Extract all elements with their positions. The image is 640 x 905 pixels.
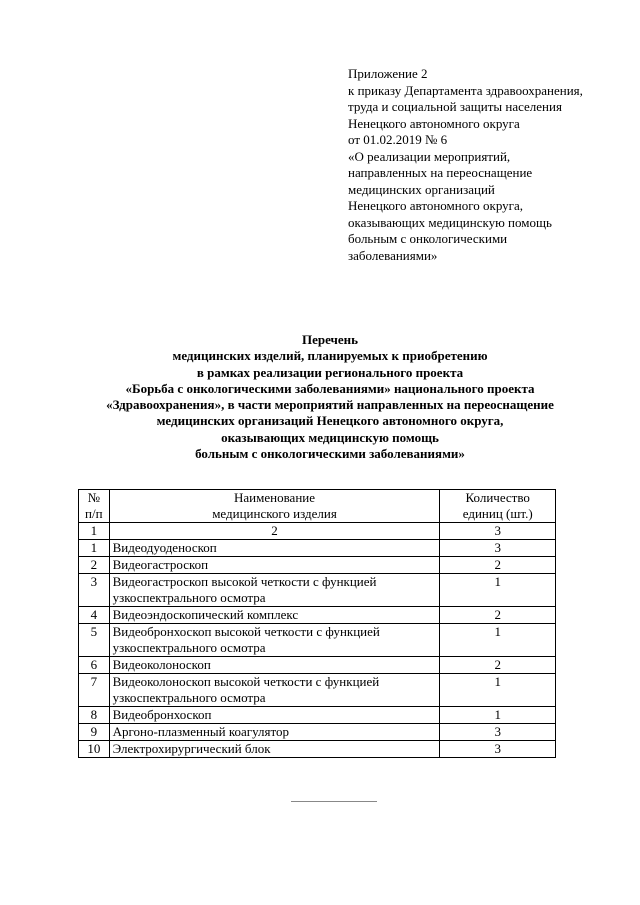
column-index-row: [79, 523, 556, 540]
row-name-line1: Видеодуоденоскоп: [112, 540, 217, 555]
appendix-line: больным с онкологическими: [348, 231, 508, 246]
row-quantity: 1: [440, 624, 556, 657]
table-body: [79, 523, 556, 758]
title-line: медицинских организаций Ненецкого автономного округа,: [156, 413, 504, 429]
row-name: [109, 607, 440, 624]
row-name: [109, 574, 440, 607]
table-row: [79, 657, 556, 674]
header-name-line1: Наименование: [234, 490, 316, 505]
appendix-line: направленных на переоснащение: [348, 165, 533, 180]
row-number: 4: [79, 607, 110, 624]
row-name: [109, 741, 440, 758]
medical-devices-table: [78, 489, 556, 758]
row-number: 3: [79, 574, 110, 607]
row-quantity: 3: [440, 741, 556, 758]
table-row: [79, 557, 556, 574]
row-quantity: 2: [440, 607, 556, 624]
table-row: [79, 540, 556, 557]
row-quantity: 1: [440, 674, 556, 707]
title-line: оказывающих медицинскую помощь: [221, 429, 439, 445]
appendix-line: «О реализации мероприятий,: [348, 148, 511, 164]
row-name: [109, 624, 440, 657]
appendix-line: Ненецкого автономного округа,: [348, 198, 523, 213]
appendix-header: [348, 66, 618, 264]
row-name-line1: Аргоно-плазменный коагулятор: [112, 724, 290, 739]
row-name: [109, 674, 440, 707]
appendix-line: труда и социальной защиты населения: [348, 99, 562, 114]
header-quantity: [440, 490, 556, 523]
footer-divider: [291, 801, 377, 802]
table-row: [79, 607, 556, 624]
appendix-line: медицинских организаций: [348, 181, 495, 197]
appendix-line: от 01.02.2019 № 6: [348, 132, 448, 147]
row-name: [109, 540, 440, 557]
row-name-line1: Видеогастроскоп высокой четкости с функцией: [112, 574, 377, 589]
title-line: медицинских изделий, планируемых к приобретению: [172, 348, 488, 364]
title-line: Перечень: [301, 332, 359, 347]
header-name: [109, 490, 440, 523]
row-name-line2: узкоспектрального осмотра: [112, 590, 266, 605]
column-index-cell: 1: [79, 523, 110, 540]
header-quantity-line2: единиц (шт.): [462, 506, 533, 521]
row-name: [109, 557, 440, 574]
row-quantity: 2: [440, 657, 556, 674]
table-row: [79, 624, 556, 657]
table-row: [79, 707, 556, 724]
header-quantity-line1: Количество: [465, 490, 530, 505]
appendix-line: Ненецкого автономного округа: [348, 115, 520, 131]
row-name-line1: Электрохирургический блок: [112, 741, 271, 756]
table-header-row: [79, 490, 556, 523]
row-name-line2: узкоспектрального осмотра: [112, 640, 266, 655]
header-number: [79, 490, 110, 523]
appendix-line: к приказу Департамента здравоохранения,: [348, 82, 583, 98]
column-index-cell: 2: [109, 523, 440, 540]
header-number-line1: №: [87, 490, 101, 505]
row-quantity: 2: [440, 557, 556, 574]
document-title: [60, 332, 600, 462]
row-number: 6: [79, 657, 110, 674]
row-name: [109, 707, 440, 724]
title-line: «Здравоохранения», в части мероприятий направленных на переоснащение: [106, 397, 554, 413]
row-number: 5: [79, 624, 110, 657]
appendix-line: заболеваниями»: [348, 247, 438, 263]
row-name-line2: узкоспектрального осмотра: [112, 690, 266, 705]
row-number: 7: [79, 674, 110, 707]
row-name-line1: Видеобронхоскоп высокой четкости с функцией: [112, 624, 380, 639]
row-name: [109, 724, 440, 741]
row-name: [109, 657, 440, 674]
table-row: [79, 674, 556, 707]
row-number: 8: [79, 707, 110, 724]
title-line: в рамках реализации регионального проекта: [196, 364, 464, 380]
title-line: больным с онкологическими заболеваниями»: [195, 446, 465, 462]
row-quantity: 3: [440, 540, 556, 557]
header-number-line2: п/п: [85, 506, 103, 521]
row-name-line1: Видеобронхоскоп: [112, 707, 212, 722]
row-quantity: 1: [440, 574, 556, 607]
title-line: «Борьба с онкологическими заболеваниями» национального проекта: [125, 380, 535, 396]
table-row: [79, 724, 556, 741]
row-name-line1: Видеоколоноскоп: [112, 657, 211, 672]
row-number: 1: [79, 540, 110, 557]
row-quantity: 3: [440, 724, 556, 741]
table-row: [79, 574, 556, 607]
appendix-line: оказывающих медицинскую помощь: [348, 214, 552, 230]
row-name-line1: Видеогастроскоп: [112, 557, 209, 572]
appendix-line: Приложение 2: [348, 66, 428, 81]
row-quantity: 1: [440, 707, 556, 724]
row-name-line1: Видеоколоноскоп высокой четкости с функцией: [112, 674, 380, 689]
row-name-line1: Видеоэндоскопический комплекс: [112, 607, 299, 622]
header-name-line2: медицинского изделия: [212, 506, 337, 521]
row-number: 9: [79, 724, 110, 741]
table-row: [79, 741, 556, 758]
row-number: 10: [79, 741, 110, 758]
row-number: 2: [79, 557, 110, 574]
column-index-cell: 3: [440, 523, 556, 540]
